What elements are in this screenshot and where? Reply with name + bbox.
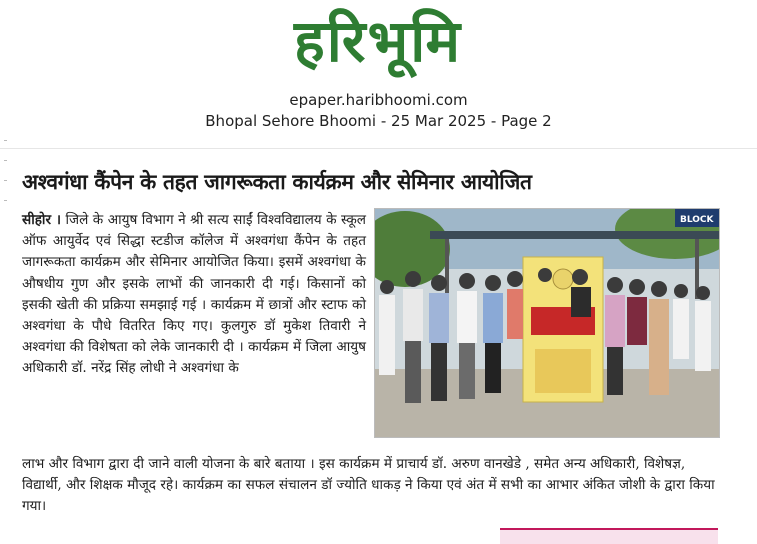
masthead xyxy=(0,0,757,84)
body-text-top: जिले के आयुष विभाग ने श्री सत्य साईं विश्वविद्यालय के स्कूल ऑफ आयुर्वेद एवं सिद्धा स्टडीज कॉलेज में अश्वगंधा कैंपेन के तहत जागरूकता कार्यक्रम और सेमिनार आयोजित किया। इसमें अश्वगंधा के औषधीय गुण और इसके लाभों की जानकारी दी गई। किसानों को इसकी खेती की प्रक्रिया समझाई गई । कार्यक्रम में छात्रों और स्टाफ को अश्वगंधा के पौधे वितरित किए गए। कुलगुरु डॉ मुकेश तिवारी ने अश्वगंधा की विशेषता को लेके जानकारी दी । कार्यक्रम में जिला आयुष अधिकारी डॉ. नरेंद्र सिंह लोधी ने अश्वगंधा के xyxy=(22,212,366,377)
article-body-bottom: लाभ और विभाग द्वारा दी जाने वाली योजना के बारे बताया । इस कार्यक्रम में प्राचार्य डॉ. अरुण वानखेडे , समेत अन्य अधिकारी, विशेषज्ञ, विद्यार्थी, और शिक्षक मौजूद रहे। कार्यक्रम का सफल संचालन डॉ ज्योति धाकड़ ने किया एवं अंत में सभी का आभार अंकित जोशी के द्वारा किया गया। xyxy=(22,456,715,515)
margin-tick xyxy=(4,140,7,141)
edition-line: Bhopal Sehore Bhoomi - 25 Mar 2025 - Page 2 xyxy=(205,112,552,130)
header-divider xyxy=(0,148,757,149)
dateline: सीहोर । xyxy=(22,212,62,228)
logo-text: हरिभूमि xyxy=(293,7,463,75)
article-body-top xyxy=(22,210,366,380)
margin-tick xyxy=(4,160,7,161)
event-photo xyxy=(374,208,720,438)
article-headline: अश्वगंधा कैंपेन के तहत जागरूकता कार्यक्रम और सेमिनार आयोजित xyxy=(22,170,532,194)
haribhoomi-logo xyxy=(232,4,524,78)
source-site: epaper.haribhoomi.com xyxy=(289,91,468,109)
photo-sign-text: BLOCK xyxy=(680,215,714,225)
margin-tick xyxy=(4,180,7,181)
margin-tick xyxy=(4,200,7,201)
event-photo-illustration xyxy=(375,209,719,437)
